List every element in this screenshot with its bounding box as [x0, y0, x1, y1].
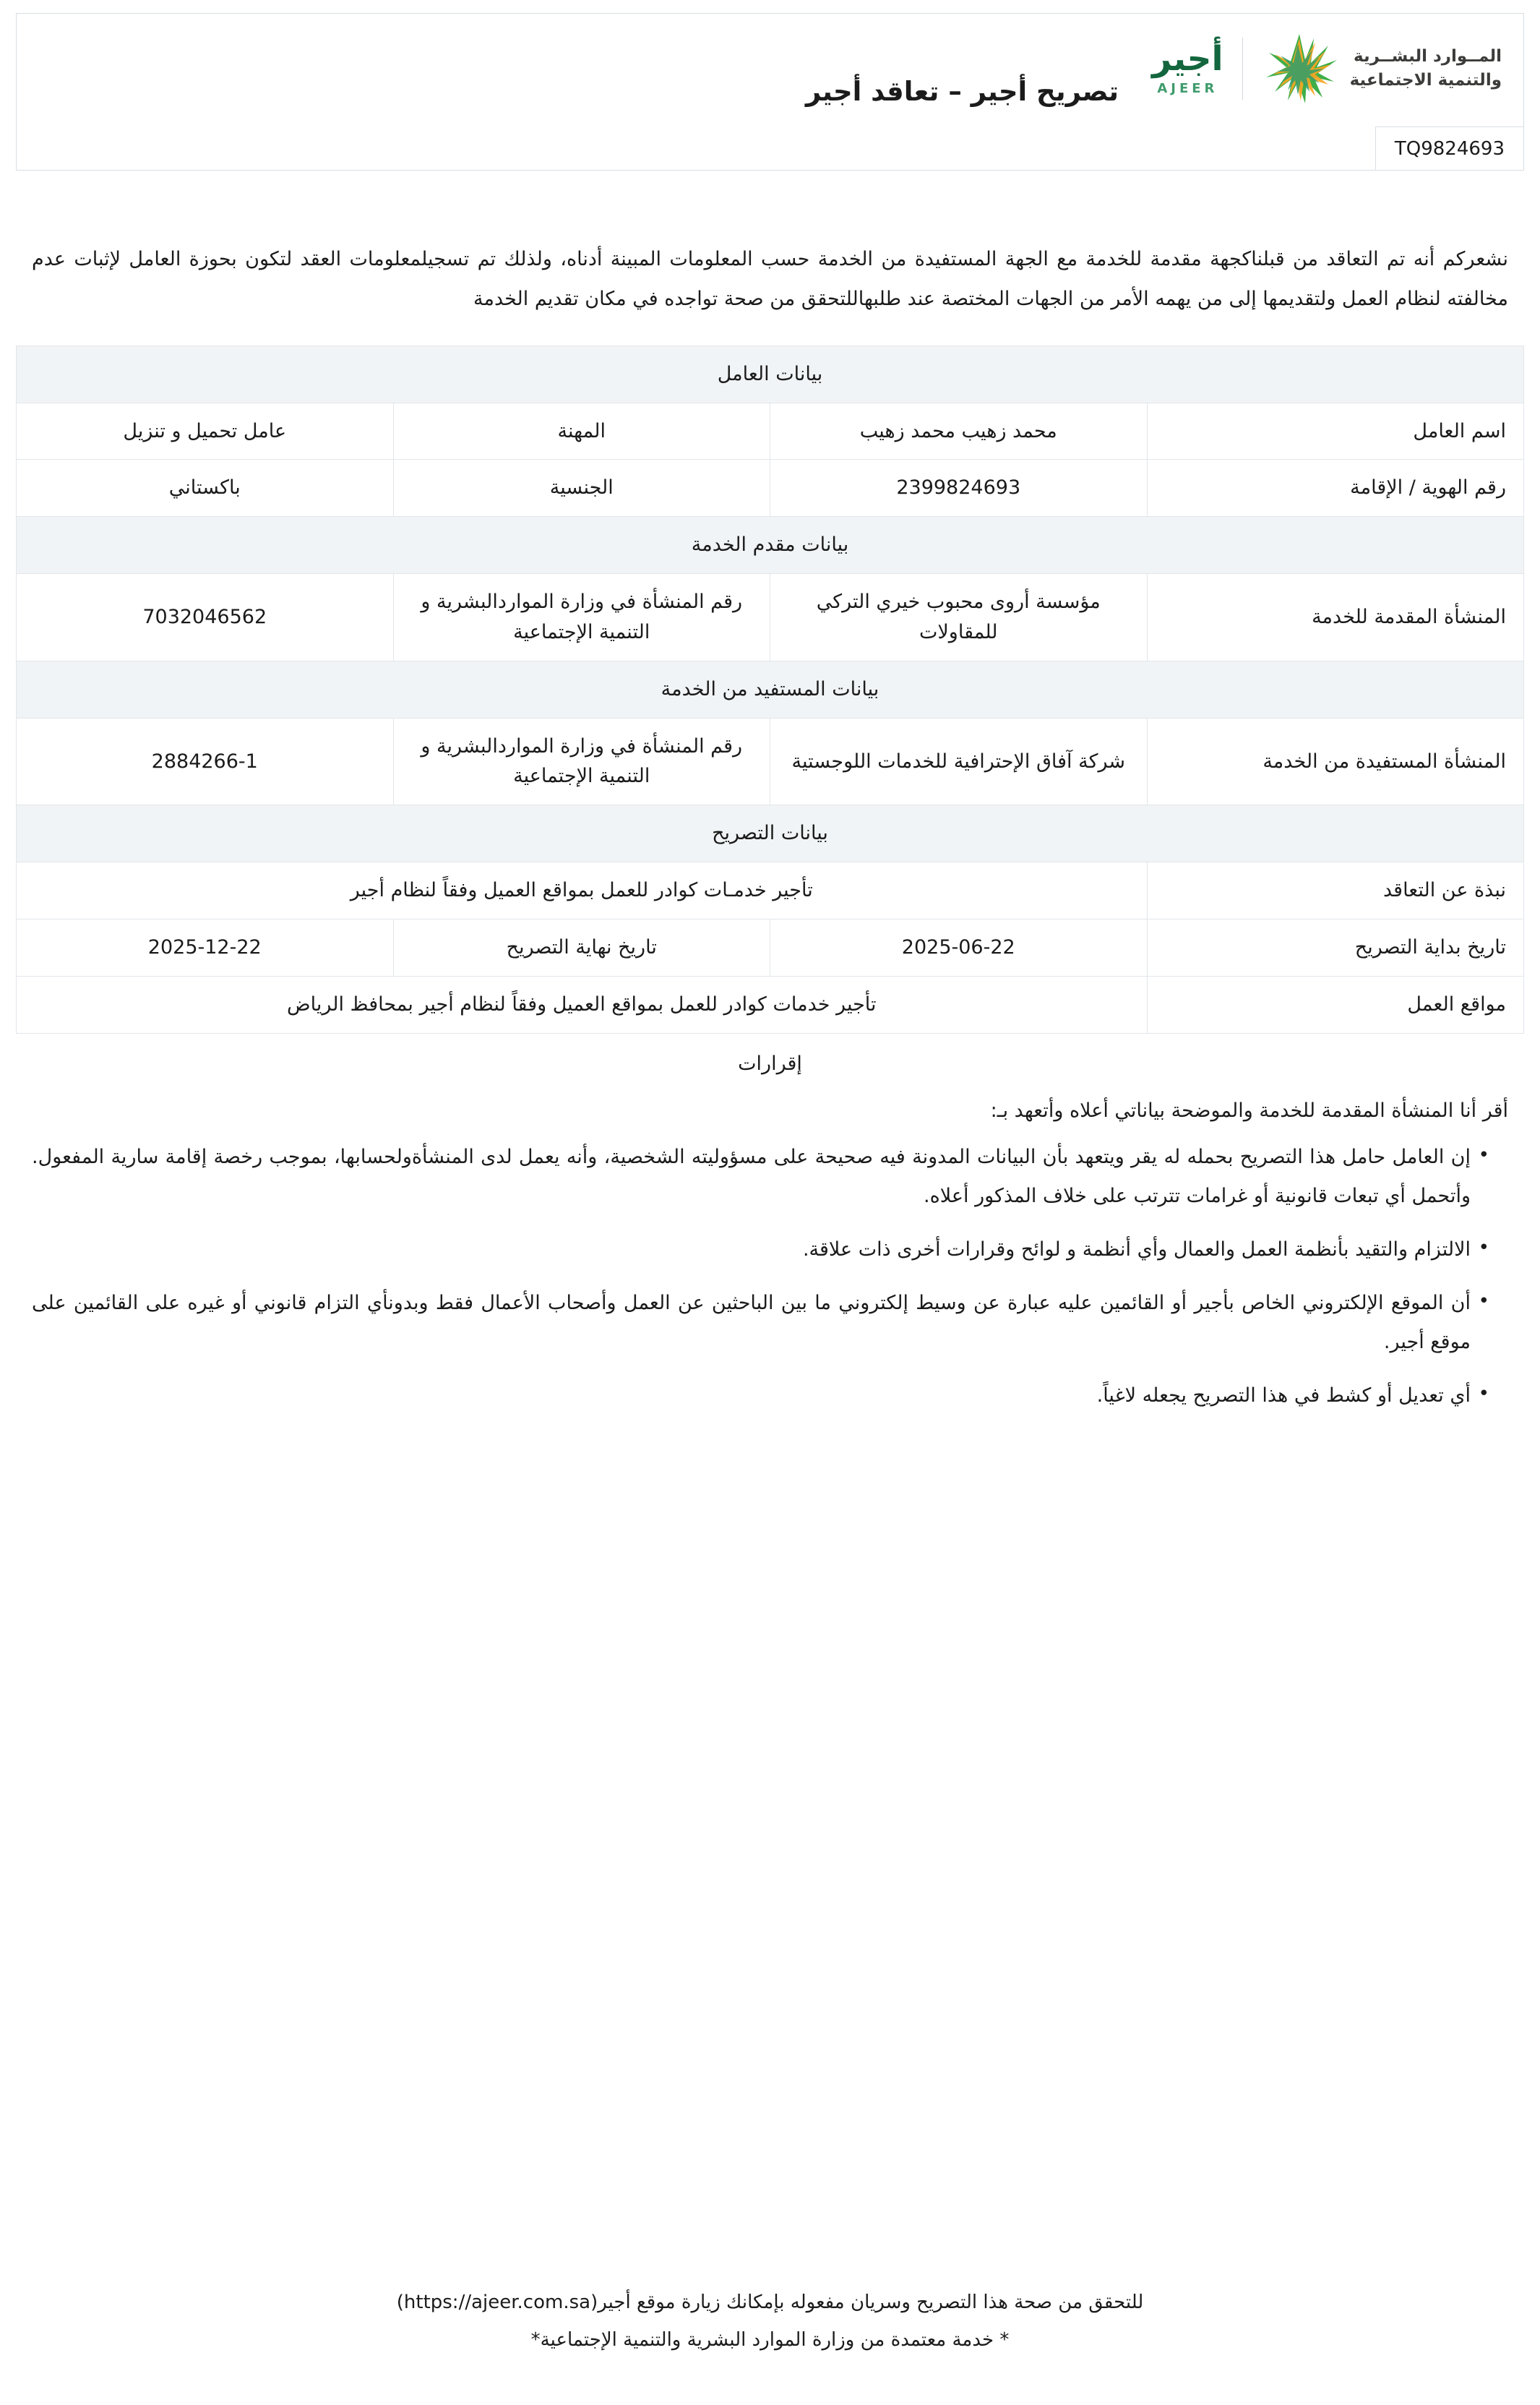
table-row — [17, 574, 1524, 661]
declarations-list — [32, 1138, 1489, 1415]
document-page — [0, 13, 1540, 2405]
intro-paragraph: نشعركم أنه تم التعاقد من قبلناكجهة مقدمة للخدمة مع الجهة المستفيدة من الخدمة حسب المعلومات المبينة أدناه، ولذلك تم تسجيلمعلومات العقد لتكون بحوزة العامل لإثبات عدم مخالفته لنظام العمل ولتقديمها إلى من يهمه الأمر من الجهات المختصة عند طلبهاللتحقق من صحة تواجده في مكان تقديم الخدمة — [32, 248, 1508, 311]
hrsd-line1: المــوارد البشــرية — [1354, 46, 1502, 66]
beneficiary-entity-label: المنشأة المستفيدة من الخدمة — [1147, 718, 1524, 805]
worker-profession-value: عامل تحميل و تنزيل — [17, 403, 394, 460]
brand-divider — [1242, 38, 1243, 100]
permit-locations-label: مواقع العمل — [1147, 976, 1524, 1033]
section-row-beneficiary — [17, 661, 1524, 718]
hrsd-starburst-icon — [1262, 31, 1340, 106]
permit-start-label: تاريخ بداية التصريح — [1147, 919, 1524, 976]
document-header — [16, 13, 1524, 171]
hrsd-logo — [1262, 31, 1502, 106]
hrsd-line2: والتنمية الاجتماعية — [1349, 71, 1502, 90]
section-row-provider — [17, 517, 1524, 574]
permit-summary-label: نبذة عن التعاقد — [1147, 862, 1524, 919]
provider-entity-label: المنشأة المقدمة للخدمة — [1147, 574, 1524, 661]
beneficiary-entity-value: شركة آفاق الإحترافية للخدمات اللوجستية — [770, 718, 1148, 805]
section-row-worker — [17, 346, 1524, 403]
details-table — [16, 346, 1524, 1034]
section-header-worker: بيانات العامل — [17, 346, 1524, 403]
table-row — [17, 718, 1524, 805]
ajeer-logo-ar: أجير — [1152, 39, 1223, 79]
list-item: • إن العامل حامل هذا التصريح بحمله له يقر ويتعهد بأن البيانات المدونة فيه صحيحة على مسؤوليته الشخصية، وأنه يعمل لدى المنشأةولحسابها، بموجب رخصة إقامة سارية المفعول. وأتحمل أي تبعات قانونية أو غرامات تترتب على خلاف المذكور أعلاه. — [32, 1138, 1489, 1216]
list-item: • أي تعديل أو كشط في هذا التصريح يجعله لاغياً. — [32, 1376, 1489, 1415]
section-header-beneficiary: بيانات المستفيد من الخدمة — [17, 661, 1524, 718]
table-row — [17, 403, 1524, 460]
declarations-title: إقرارات — [738, 1052, 802, 1075]
worker-nationality-value: باكستاني — [17, 460, 394, 517]
permit-locations-value: تأجير خدمات كوادر للعمل بمواقع العميل وفقاً لنظام أجير بمحافظ الرياض — [17, 976, 1148, 1033]
ajeer-logo — [1148, 39, 1223, 96]
permit-end-value: 2025-12-22 — [17, 919, 394, 976]
ajeer-logo-en: AJEER — [1157, 81, 1218, 96]
list-item: • الالتزام والتقيد بأنظمة العمل والعمال وأي أنظمة و لوائح وقرارات أخرى ذات علاقة. — [32, 1230, 1489, 1269]
hrsd-logo-text — [1350, 45, 1502, 93]
provider-number-label: رقم المنشأة في وزارة المواردالبشرية و التنمية الإجتماعية — [393, 574, 770, 661]
provider-entity-value: مؤسسة أروى محبوب خيري التركي للمقاولات — [770, 574, 1148, 661]
beneficiary-number-value: 2884266-1 — [17, 718, 394, 805]
brand-area — [1148, 31, 1502, 106]
worker-nationality-label: الجنسية — [393, 460, 770, 517]
table-row — [17, 460, 1524, 517]
worker-profession-label: المهنة — [393, 403, 770, 460]
permit-summary-value: تأجير خدمـات كوادر للعمل بمواقع العميل وفقاً لنظام أجير — [17, 862, 1148, 919]
declarations-intro: أقر أنا المنشأة المقدمة للخدمة والموضحة بياناتي أعلاه وأتعهد بـ: — [990, 1099, 1508, 1122]
section-row-permit — [17, 805, 1524, 862]
table-row — [17, 862, 1524, 919]
section-header-permit: بيانات التصريح — [17, 805, 1524, 862]
permit-start-value: 2025-06-22 — [770, 919, 1148, 976]
provider-number-value: 7032046562 — [17, 574, 394, 661]
worker-name-label: اسم العامل — [1147, 403, 1524, 460]
worker-name-value: محمد زهيب محمد زهيب — [770, 403, 1148, 460]
permit-end-label: تاريخ نهاية التصريح — [393, 919, 770, 976]
table-row — [17, 976, 1524, 1033]
beneficiary-number-label: رقم المنشأة في وزارة المواردالبشرية و التنمية الإجتماعية — [393, 718, 770, 805]
section-header-provider: بيانات مقدم الخدمة — [17, 517, 1524, 574]
document-footer — [0, 2284, 1540, 2359]
page-title: تصريح أجير – تعاقد أجير — [805, 76, 1119, 107]
worker-id-value: 2399824693 — [770, 460, 1148, 517]
table-row — [17, 919, 1524, 976]
transaction-number: TQ9824693 — [1375, 127, 1523, 170]
footer-service-line: * خدمة معتمدة من وزارة الموارد البشرية والتنمية الإجتماعية* — [530, 2329, 1010, 2351]
list-item: • أن الموقع الإلكتروني الخاص بأجير أو القائمين عليه عبارة عن وسيط إلكتروني ما بين الباحثين عن العمل وأصحاب الأعمال فقط وبدونأي التزام قانوني أو غيره على القائمين على موقع أجير. — [32, 1284, 1489, 1362]
footer-verify-line: للتحقق من صحة هذا التصريح وسريان مفعوله بإمكانك زيارة موقع أجير(https://ajeer.com.sa) — [396, 2292, 1144, 2313]
worker-id-label: رقم الهوية / الإقامة — [1147, 460, 1524, 517]
